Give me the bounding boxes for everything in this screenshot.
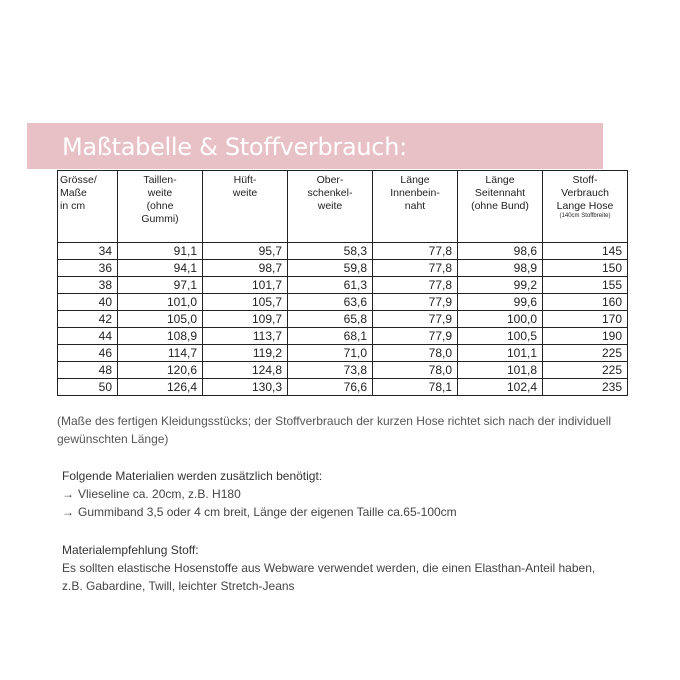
table-cell: 160 [543, 294, 628, 311]
table-cell: 100,5 [458, 328, 543, 345]
table-cell: 78,1 [373, 379, 458, 396]
table-cell: 114,7 [118, 345, 203, 362]
list-item [62, 485, 457, 503]
table-cell: 59,8 [288, 260, 373, 277]
table-cell: 235 [543, 379, 628, 396]
table-cell: 68,1 [288, 328, 373, 345]
table-cell: 77,8 [373, 243, 458, 260]
table-cell: 101,1 [458, 345, 543, 362]
table-row [58, 362, 628, 379]
table-cell: 94,1 [118, 260, 203, 277]
table-cell: 73,8 [288, 362, 373, 379]
size-cell: 48 [58, 362, 118, 379]
table-footnote: (Maße des fertigen Kleidungsstücks; der Stoffverbrauch der kurzen Hose richtet sich nach der individuell gewünschten Länge) [57, 414, 612, 446]
table-cell: 99,6 [458, 294, 543, 311]
table-cell: 61,3 [288, 277, 373, 294]
table-cell: 78,0 [373, 345, 458, 362]
size-cell: 46 [58, 345, 118, 362]
material-item-elastic: Gummiband 3,5 oder 4 cm breit, Länge der eigenen Taille ca.65-100cm [78, 505, 457, 519]
table-cell: 77,9 [373, 328, 458, 345]
fabric-recommendation-section [62, 541, 595, 595]
table-cell: 126,4 [118, 379, 203, 396]
table-cell: 98,7 [203, 260, 288, 277]
size-cell: 40 [58, 294, 118, 311]
table-cell: 98,9 [458, 260, 543, 277]
table-row [58, 294, 628, 311]
table-cell: 63,6 [288, 294, 373, 311]
table-cell: 190 [543, 328, 628, 345]
table-cell: 97,1 [118, 277, 203, 294]
arrow-right-icon: → [62, 487, 74, 501]
table-cell: 113,7 [203, 328, 288, 345]
table-header-row [58, 171, 628, 243]
table-cell: 150 [543, 260, 628, 277]
table-cell: 95,7 [203, 243, 288, 260]
arrow-right-icon: → [62, 505, 74, 519]
materials-heading: Folgende Materialien werden zusätzlich benötigt: [62, 469, 323, 483]
recommendation-line: Es sollten elastische Hosenstoffe aus Webware verwendet werden, die einen Elasthan-Anteil haben, [62, 561, 596, 575]
table-cell: 225 [543, 362, 628, 379]
size-cell: 34 [58, 243, 118, 260]
table-row [58, 311, 628, 328]
page-title: Maßtabelle & Stoffverbrauch: [62, 133, 407, 161]
table-cell: 78,0 [373, 362, 458, 379]
table-cell: 105,7 [203, 294, 288, 311]
table-row [58, 345, 628, 362]
table-row [58, 243, 628, 260]
table-cell: 100,0 [458, 311, 543, 328]
header-fabric-usage-label: Stoff- Verbrauch Lange Hose [556, 174, 614, 212]
header-side-seam: Länge Seitennaht (ohne Bund) [458, 171, 543, 243]
table-row [58, 277, 628, 294]
table-row [58, 379, 628, 396]
size-cell: 50 [58, 379, 118, 396]
recommendation-line: z.B. Gabardine, Twill, leichter Stretch-Jeans [62, 579, 295, 593]
table-cell: 109,7 [203, 311, 288, 328]
table-cell: 102,4 [458, 379, 543, 396]
table-cell: 124,8 [203, 362, 288, 379]
header-fabric-usage [543, 171, 628, 243]
table-row [58, 260, 628, 277]
list-item [62, 503, 457, 521]
header-size: Grösse/ Maße in cm [58, 171, 118, 243]
table-row [58, 328, 628, 345]
table-cell: 101,0 [118, 294, 203, 311]
materials-section [62, 467, 457, 521]
table-cell: 77,9 [373, 311, 458, 328]
table-cell: 77,9 [373, 294, 458, 311]
table-cell: 108,9 [118, 328, 203, 345]
table-cell: 65,8 [288, 311, 373, 328]
table-cell: 71,0 [288, 345, 373, 362]
title-banner [27, 123, 603, 169]
table-cell: 98,6 [458, 243, 543, 260]
table-cell: 119,2 [203, 345, 288, 362]
size-table [57, 170, 628, 396]
table-cell: 101,7 [203, 277, 288, 294]
recommendation-heading: Materialempfehlung Stoff: [62, 543, 199, 557]
material-item-interfacing: Vlieseline ca. 20cm, z.B. H180 [78, 487, 241, 501]
table-cell: 58,3 [288, 243, 373, 260]
header-waist: Taillen- weite (ohne Gummi) [118, 171, 203, 243]
table-cell: 130,3 [203, 379, 288, 396]
table-cell: 101,8 [458, 362, 543, 379]
table-cell: 91,1 [118, 243, 203, 260]
size-cell: 44 [58, 328, 118, 345]
size-cell: 38 [58, 277, 118, 294]
table-cell: 77,8 [373, 260, 458, 277]
table-cell: 105,0 [118, 311, 203, 328]
table-cell: 99,2 [458, 277, 543, 294]
size-cell: 42 [58, 311, 118, 328]
table-cell: 76,6 [288, 379, 373, 396]
table-cell: 145 [543, 243, 628, 260]
header-inseam: Länge Innenbein- naht [373, 171, 458, 243]
table-cell: 225 [543, 345, 628, 362]
table-cell: 120,6 [118, 362, 203, 379]
header-fabric-width-note: (140cm Stoffbreite) [559, 213, 611, 219]
table-cell: 77,8 [373, 277, 458, 294]
header-hip: Hüft- weite [203, 171, 288, 243]
size-cell: 36 [58, 260, 118, 277]
header-thigh: Ober- schenkel- weite [288, 171, 373, 243]
table-body [58, 243, 628, 396]
table-cell: 170 [543, 311, 628, 328]
table-cell: 155 [543, 277, 628, 294]
